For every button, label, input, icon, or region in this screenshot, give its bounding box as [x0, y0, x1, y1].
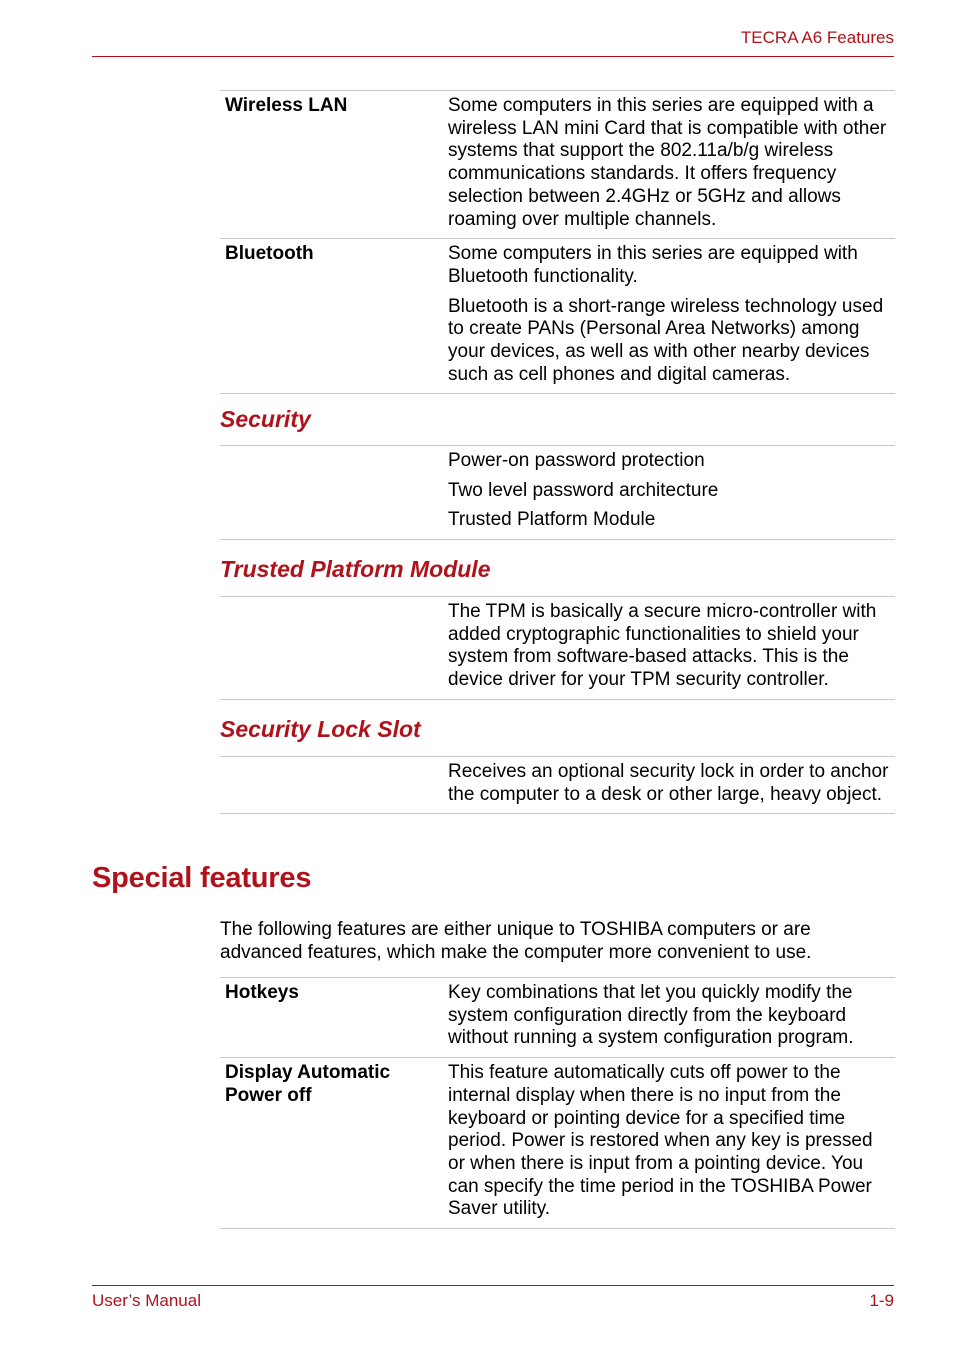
desc-paragraph: Some computers in this series are equipped with a wireless LAN mini Card that is compatible with other systems that support the 802.11a/b/g wireless communications standards. It offers frequency selection between 2.4GHz or 5GHz and allows roaming over multiple channels.: [448, 95, 887, 230]
desc-bluetooth: [448, 239, 895, 394]
desc-paragraph: Key combinations that let you quickly modify the system configuration directly from the keyboard without running a system configuration program.: [448, 982, 854, 1049]
table-row: [220, 757, 895, 814]
security-table-block: [220, 445, 895, 540]
table-row: [220, 91, 895, 239]
table-row: [220, 1058, 895, 1229]
footer-rule: [92, 1285, 894, 1286]
page-header-title: TECRA A6 Features: [740, 28, 894, 47]
lock-heading: Security Lock Slot: [220, 716, 421, 742]
table-row: [220, 978, 895, 1058]
term-display-auto-power-off: Display Automatic Power off: [220, 1058, 448, 1229]
desc-paragraph: Bluetooth is a short-range wireless technology used to create PANs (Personal Area Networks) among your devices, as well as with other nearby devices such as cell phones and digital cameras.: [448, 295, 884, 385]
lock-description: [448, 757, 895, 814]
desc-hotkeys: [448, 978, 895, 1058]
desc-wireless-lan: [448, 91, 895, 239]
table-row: [220, 239, 895, 394]
empty-term-cell: [220, 597, 448, 700]
desc-paragraph: Some computers in this series are equipped with Bluetooth functionality.: [448, 243, 858, 287]
lock-table: [220, 756, 895, 814]
communications-table-block: [220, 90, 895, 394]
tpm-table: [220, 596, 895, 700]
list-item: Two level password architecture: [448, 479, 719, 501]
table-row: [220, 597, 895, 700]
table-row: [220, 446, 895, 540]
security-table: [220, 445, 895, 540]
security-items: [448, 446, 895, 540]
section-title: Special features: [92, 862, 312, 894]
special-features-table: [220, 977, 895, 1229]
lock-table-block: [220, 756, 895, 814]
desc-paragraph: Receives an optional security lock in order to anchor the computer to a desk or other large, heavy object.: [448, 761, 889, 805]
empty-term-cell: [220, 446, 448, 540]
security-heading: Security: [220, 406, 311, 432]
section-intro: The following features are either unique to TOSHIBA computers or are advanced features, which make the computer more convenient to use.: [220, 919, 812, 963]
empty-term-cell: [220, 757, 448, 814]
list-item: Trusted Platform Module: [448, 509, 656, 531]
list-item: Power-on password protection: [448, 450, 705, 471]
term-hotkeys: Hotkeys: [220, 978, 448, 1058]
page-number: 1-9: [869, 1291, 894, 1310]
tpm-description: [448, 597, 895, 700]
special-table-block: [220, 977, 895, 1229]
footer-manual-label: User’s Manual: [92, 1291, 201, 1310]
desc-display-auto-power-off: [448, 1058, 895, 1229]
desc-paragraph: The TPM is basically a secure micro-controller with added cryptographic functionalities to shield your system from software-based attacks. This is the device driver for your TPM security controller.: [448, 601, 877, 691]
term-bluetooth: Bluetooth: [220, 239, 448, 394]
tpm-heading: Trusted Platform Module: [220, 556, 491, 582]
term-wireless-lan: Wireless LAN: [220, 91, 448, 239]
communications-table: [220, 90, 895, 394]
header-rule: [92, 56, 894, 57]
desc-paragraph: This feature automatically cuts off power to the internal display when there is no input from the keyboard or pointing device for a specified time period. Power is restored when any key is pressed or when there is input from a pointing device. You can specify the time period in the TOSHIBA Power Saver utility.: [448, 1062, 873, 1220]
tpm-table-block: [220, 596, 895, 700]
